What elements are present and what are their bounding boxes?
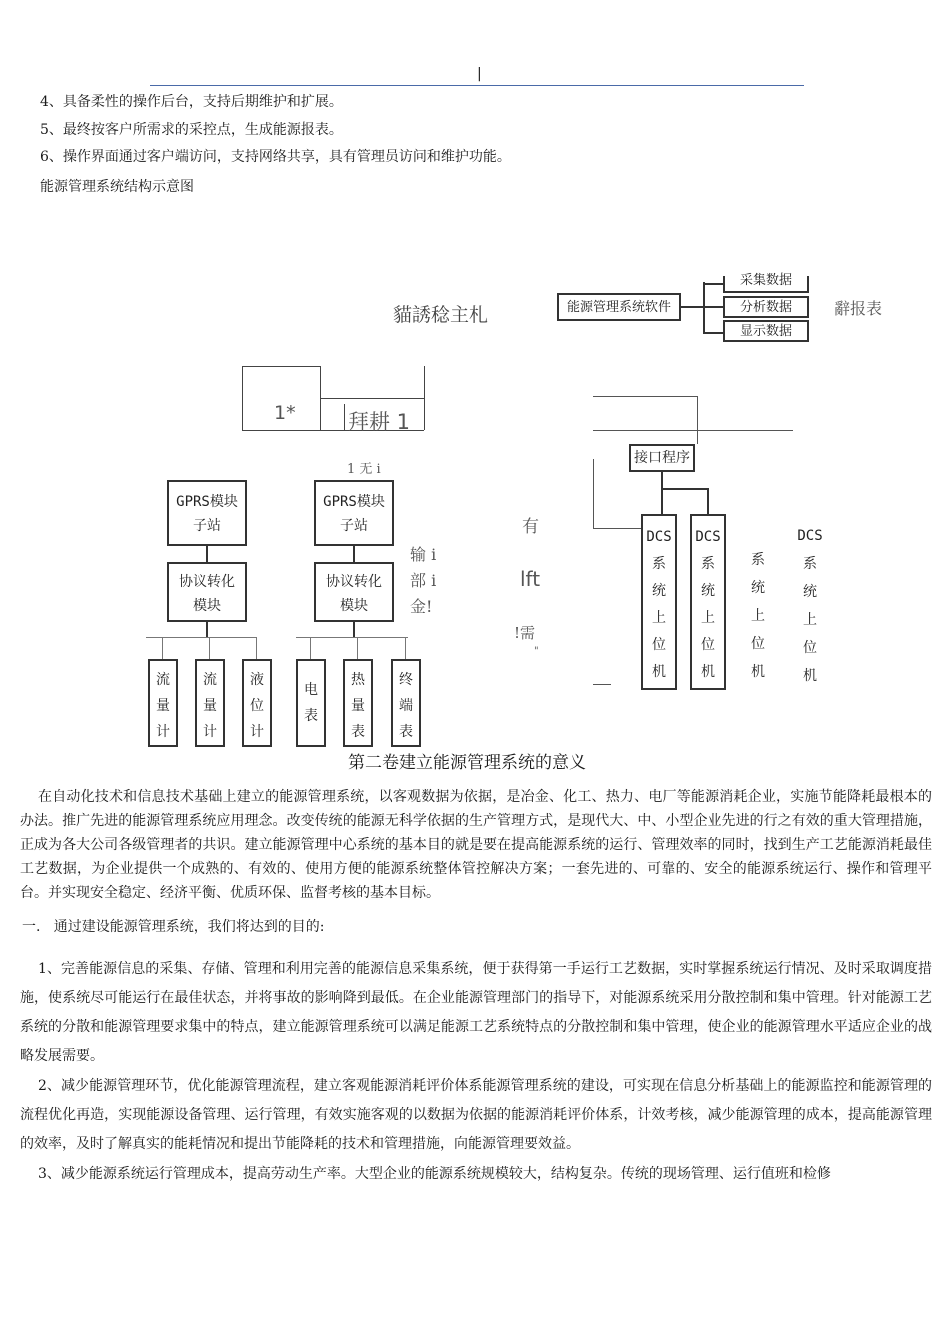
dcs-host-3-label: 系 统 上 位 机 — [751, 552, 765, 680]
right-top-line — [593, 396, 697, 397]
meter-power-label: 电 表 — [304, 682, 318, 724]
left-box-label2: 拜耕 1 — [348, 410, 411, 434]
dcs-host-3 — [740, 522, 776, 692]
meter-terminal — [391, 659, 421, 747]
left-box-tick — [344, 404, 345, 430]
header-rule — [150, 85, 804, 86]
gprs-a-link — [206, 546, 208, 562]
interface-box-label: 接口程序 — [634, 450, 690, 466]
left-box-label: 1* — [274, 402, 296, 424]
dcs-2-link — [707, 488, 709, 514]
output-collect-label: 采集数据 — [739, 273, 792, 288]
intro-item-4: 4、具备柔性的操作后台，支持后期维护和扩展。 — [40, 94, 343, 110]
output-box-collect — [723, 273, 809, 293]
software-connector — [681, 306, 703, 308]
meter-a2-link — [209, 637, 210, 659]
meter-flow-2-label: 流 量 计 — [203, 672, 217, 740]
goal-1: 1、完善能源信息的采集、存储、管理和利用完善的能源信息采集系统，便于获得第一手运行工艺数据，实时掌握系统运行情况、及时采取调度措施，使系统尽可能运行在最佳状态，并将事故的影响降到最低。在企业能源管理部门的指导下，对能源系统采用分散控制和集中管理。针对能源工艺系统的分散和能源管理要求集中的特点，建立能源管理系统可以满足能源工艺系统特点的分散控制和集中管理，使企业的能源管理水平适应企业的战略发展需要。 — [20, 961, 932, 1064]
meters-b-bus — [296, 637, 408, 638]
gprs-station-b — [314, 480, 394, 546]
left-rail — [593, 459, 594, 529]
host-label: 貓誘稔主札 — [393, 304, 489, 326]
goals-heading: 一. 通过建设能源管理系统，我们将达到的目的: — [22, 919, 325, 935]
meter-flow-1 — [148, 659, 178, 747]
meter-heat-label: 热 量 表 — [351, 672, 365, 740]
meter-level-label: 液 位 计 — [250, 672, 264, 740]
protocol-module-b — [314, 562, 394, 622]
header-mark: | — [477, 66, 482, 82]
proto-b-link — [353, 622, 355, 638]
dcs-1-link — [661, 488, 663, 514]
proto-a-label: 协议转化 模块 — [179, 574, 235, 614]
side-label-2: 部 i — [410, 571, 437, 590]
dcs-host-1-label: DCS 系 统 上 位 机 — [646, 529, 672, 680]
dcs-host-4-label: DCS 系 统 上 位 机 — [797, 528, 823, 684]
intro-item-5: 5、最终按客户所需求的采控点，生成能源报表。 — [40, 122, 343, 138]
left-box-right — [424, 366, 425, 430]
out-connector-1 — [703, 283, 723, 285]
output-box-display — [723, 320, 809, 342]
software-box-label: 能源管理系统软件 — [566, 300, 671, 315]
right-mid-line — [593, 430, 793, 431]
side-label-1: 输 i — [410, 545, 437, 564]
report-label: 辭报表 — [834, 299, 883, 318]
section-title: 第二卷建立能源管理系统的意义 — [348, 753, 586, 773]
meter-flow-2 — [195, 659, 225, 747]
out-connector-2 — [703, 306, 723, 308]
output-analyze-label: 分析数据 — [739, 300, 792, 315]
middle-label-4: " — [534, 646, 539, 657]
dcs-host-4 — [792, 522, 828, 692]
meter-terminal-label: 终 端 表 — [399, 672, 413, 740]
intro-item-6: 6、操作界面通过客户端访问，支持网络共享，具有管理员访问和维护功能。 — [40, 149, 511, 165]
dcs-host-2-label: DCS 系 统 上 位 机 — [695, 529, 721, 680]
middle-label-2: lft — [520, 567, 541, 591]
proto-a-link — [206, 622, 208, 638]
wireless-label: 1 无 i — [347, 462, 381, 477]
software-box — [557, 293, 681, 321]
paragraph-significance: 在自动化技术和信息技术基础上建立的能源管理系统，以客观数据为依据，是冶金、化工、热力、电厂等能源消耗企业，实施节能降耗最根本的办法。推广先进的能源管理系统应用理念。改变传统的能源无科学依据的生产管理方式，是现代大、中、小型企业先进的行之有效的重大管理措施，正成为各大公司各级管理者的共识。建立能源管理中心系统的基本目的就是要在提高能源系统的运行、管理效率的同时，找到生产工艺能源消耗最佳工艺数据，为企业提供一个成熟的、有效的、使用方便的能源系统整体管控解决方案；一套先进的、可靠的、安全的能源系统运行、操作和管理平台。并实现安全稳定、经济平衡、优质环保、监督考核的基本目标。 — [20, 789, 932, 901]
gprs-b-label: GPRS模块 子站 — [323, 494, 385, 534]
left-rail-bottom — [593, 684, 611, 685]
meter-flow-1-label: 流 量 计 — [156, 672, 170, 740]
protocol-module-a — [167, 562, 247, 622]
meter-level — [242, 659, 272, 747]
meter-power — [296, 659, 326, 747]
dcs-bus — [661, 488, 709, 490]
gprs-b-link — [353, 546, 355, 562]
meter-a3-link — [256, 637, 257, 659]
interface-box — [629, 444, 695, 472]
goal-3: 3、减少能源系统运行管理成本，提高劳动生产率。大型企业的能源系统规模较大，结构复杂。传统的现场管理、运行值班和检修 — [38, 1166, 831, 1182]
right-bracket — [697, 396, 698, 444]
meter-b2-link — [357, 637, 358, 659]
left-rail-foot — [593, 528, 641, 529]
left-box-top — [242, 366, 320, 367]
output-display-label: 显示数据 — [739, 324, 792, 339]
meter-a1-link — [162, 637, 163, 659]
dcs-host-2 — [690, 514, 726, 690]
goal-2: 2、减少能源管理环节，优化能源管理流程，建立客观能源消耗评价体系能源管理系统的建设，可实现在信息分析基础上的能源监控和能源管理的流程优化再造，实现能源设备管理、运行管理，有效实施客观的以数据为依据的能源消耗评价体系，计效考核，减少能源管理的成本，提高能源管理的效率，及时了解真实的能耗情况和提出节能降耗的技术和管理措施，向能源管理要效益。 — [20, 1078, 932, 1152]
meter-b1-link — [310, 637, 311, 659]
left-box-inner — [320, 398, 424, 399]
output-box-analyze — [723, 296, 809, 318]
middle-label-3: !需 — [514, 624, 536, 642]
proto-b-label: 协议转化 模块 — [326, 574, 382, 614]
meter-b3-link — [405, 637, 406, 659]
dcs-host-1 — [641, 514, 677, 690]
middle-label-1: 有 — [522, 517, 539, 537]
software-bracket — [703, 282, 705, 334]
gprs-station-a — [167, 480, 247, 546]
interface-link — [661, 472, 663, 488]
diagram-caption: 能源管理系统结构示意图 — [40, 179, 194, 195]
gprs-a-label: GPRS模块 子站 — [176, 494, 238, 534]
side-label-3: 金! — [410, 597, 433, 616]
left-box-left — [242, 366, 243, 430]
meter-heat — [343, 659, 373, 747]
out-connector-3 — [703, 332, 723, 334]
